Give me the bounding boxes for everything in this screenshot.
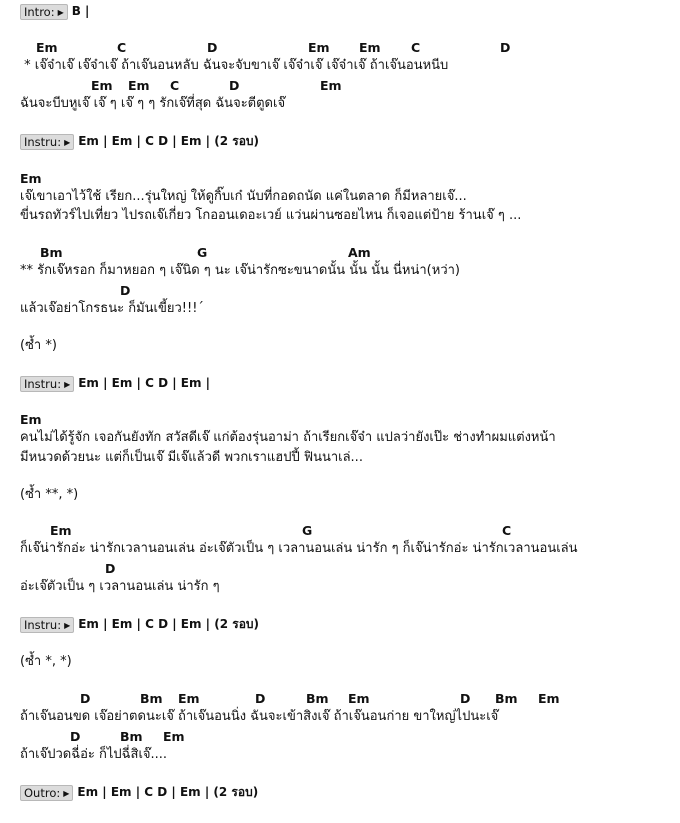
chord: Em — [163, 729, 185, 744]
chord: Em — [36, 40, 58, 55]
chord: Em — [348, 691, 370, 706]
instru-chords: Em | Em | C D | Em | — [78, 376, 211, 390]
chord: Em — [128, 78, 150, 93]
chord: D — [229, 78, 240, 93]
lyric-line: อ่ะเจ๊ตัวเป็น ๆ เวลานอนเล่น น่ารัก ๆ — [20, 579, 220, 594]
repeat-note: (ซ้ำ *, *) — [20, 654, 72, 669]
repeat-note: (ซ้ำ *) — [20, 338, 57, 353]
chord: G — [302, 523, 313, 538]
instru-label — [20, 376, 210, 392]
play-arrow-icon: ▶ — [64, 380, 71, 389]
chord: Em — [320, 78, 342, 93]
repeat-note: (ซ้ำ **, *) — [20, 487, 79, 502]
chord: Bm — [306, 691, 329, 706]
intro-tag[interactable]: Intro: ▶ — [20, 4, 68, 20]
outro-label — [20, 785, 258, 801]
lyric-line: ขี่นรถทัวร์ไปเที่ยว ไปรถเจ๊เกี่ยว โกออนเดอะเวย์ แว่นผ่านซอยไหน ก็เจอแต่ป้าย ร้านเจ๊ ๆ ... — [20, 208, 522, 223]
chord: Em — [20, 412, 42, 427]
play-arrow-icon: ▶ — [57, 8, 64, 17]
chord: C — [502, 523, 512, 538]
chord: D — [70, 729, 81, 744]
chord: D — [207, 40, 218, 55]
chord: Bm — [120, 729, 143, 744]
chord: Bm — [40, 245, 63, 260]
chord: D — [80, 691, 91, 706]
lyric-line: ถ้าเจ๊นอนขด เจ๊อย่าตดนะเจ๊ ถ้าเจ๊นอนนิ่ง ฉันจะเข้าสิงเจ๊ ถ้าเจ๊นอนก่าย ขาใหญ่ไปนะเจ๊ — [20, 709, 499, 724]
intro-label — [20, 4, 89, 20]
chord: D — [500, 40, 511, 55]
intro-chords: B | — [71, 4, 90, 18]
play-arrow-icon: ▶ — [64, 621, 71, 630]
chord: D — [120, 283, 131, 298]
chord: D — [255, 691, 266, 706]
chord: Em — [178, 691, 200, 706]
chord: Em — [538, 691, 560, 706]
chord: C — [411, 40, 421, 55]
lyric-line: มีหนวดด้วยนะ แต่ก็เป็นเจ๊ มีเจ๊แล้วดี พวกเราแฮปปี้ ฟินนาเล่... — [20, 450, 363, 465]
play-arrow-icon: ▶ — [64, 138, 71, 147]
chord: Em — [91, 78, 113, 93]
outro-tag[interactable]: Outro: ▶ — [20, 785, 73, 801]
lyric-line: ก็เจ๊น่ารักอ่ะ น่ารักเวลานอนเล่น อ่ะเจ๊ตัวเป็น ๆ เวลานอนเล่น น่ารัก ๆ ก็เจ๊น่ารักอ่ะ น่ารักเวลานอนเล่น — [20, 541, 578, 556]
lyric-line: เจ๊เขาเอาไว้ใช้ เรียก...รุ่นใหญ่ ให้ดูกิ๊บเก๋ นับที่กอดถนัด แค่ในตลาด ก็มีหลายเจ๊... — [20, 189, 467, 204]
instru-label — [20, 617, 259, 633]
chord: Em — [20, 171, 42, 186]
chord: G — [197, 245, 208, 260]
lyric-line: แล้วเจ๊อย่าโกรธนะ ก็มันเขี้ยว!!!ˊ — [20, 301, 204, 316]
lyric-line: คนไม่ได้รู้จัก เจอกันยังทัก สวัสดีเจ๊ แก่ต้องรุ่นอาม่า ถ้าเรียกเจ๊จ๋า แปลว่ายังเป๊ะ ช่างทำผมแต่งหน้า — [20, 430, 556, 445]
chord: Em — [50, 523, 72, 538]
lyric-line: * เจ๊จ๋าเจ๊ เจ๊จ๋าเจ๊ ถ้าเจ๊นอนหลับ ฉันจะจับขาเจ๊ เจ๊จ๋าเจ๊ เจ๊จ๋าเจ๊ ถ้าเจ๊นอนหนีบ — [20, 58, 449, 73]
lyric-line: ถ้าเจ๊ปวดฉี่อ่ะ ก็ไปฉี่สิเจ๊.... — [20, 747, 168, 762]
chord: Am — [348, 245, 371, 260]
lyric-line: ** รักเจ๊หรอก ก็มาหยอก ๆ เจ๊นิด ๆ นะ เจ๊น่ารักซะขนาดนั้น นั้น นั้น นี่หน่า(หว่า) — [20, 263, 460, 278]
chord: Em — [359, 40, 381, 55]
chord: C — [170, 78, 180, 93]
instru-tag[interactable]: Instru: ▶ — [20, 617, 74, 633]
chord: Bm — [140, 691, 163, 706]
play-arrow-icon: ▶ — [63, 789, 70, 798]
instru-chords: Em | Em | C D | Em | (2 รอบ) — [78, 134, 260, 148]
chord: Em — [308, 40, 330, 55]
outro-chords: Em | Em | C D | Em | (2 รอบ) — [77, 785, 259, 799]
instru-tag[interactable]: Instru: ▶ — [20, 134, 74, 150]
chord: Bm — [495, 691, 518, 706]
chord: D — [105, 561, 116, 576]
instru-label — [20, 134, 259, 150]
chord: D — [460, 691, 471, 706]
instru-tag[interactable]: Instru: ▶ — [20, 376, 74, 392]
instru-chords: Em | Em | C D | Em | (2 รอบ) — [78, 617, 260, 631]
lyric-line: ฉันจะบีบหูเจ๊ เจ๊ ๆ เจ๊ ๆ ๆ รักเจ๊ที่สุด ฉันจะตีตูดเจ๊ — [20, 96, 286, 111]
chord: C — [117, 40, 127, 55]
